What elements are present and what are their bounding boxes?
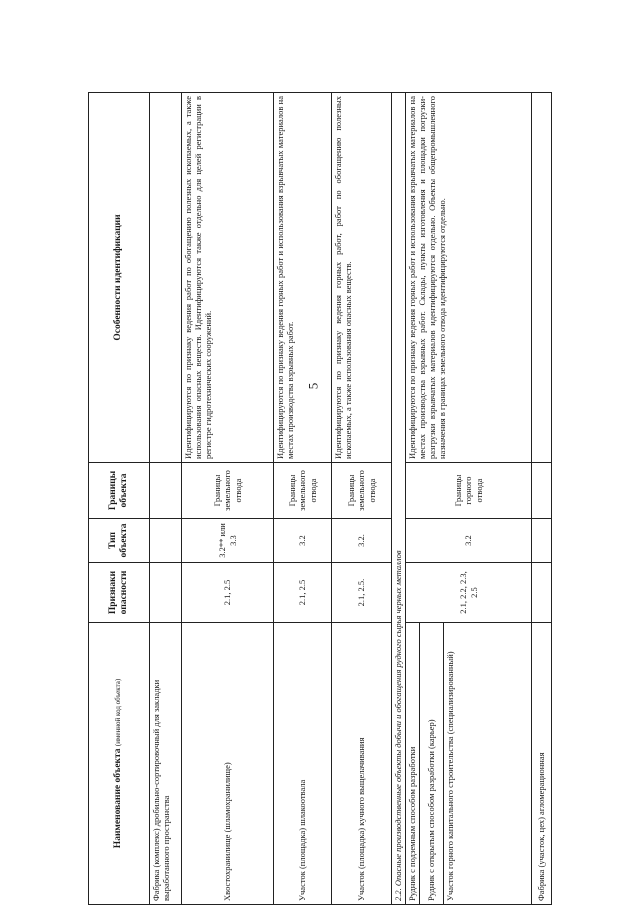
- cell-hazard: [532, 563, 552, 623]
- cell-bounds: [532, 463, 552, 519]
- cell-bounds: Границы земельного отвода: [182, 463, 274, 519]
- cell-type: 3.2** или 3.3: [182, 519, 274, 563]
- header-type: Тип объекта: [89, 519, 150, 563]
- section-title: 2.2. Опасные производственные объекты добычи и обогащения рудного сырья черных металлов: [392, 93, 406, 905]
- cell-bounds: Границы горного отвода: [406, 463, 532, 519]
- cell-name: Рудник с подземным способом разработки: [406, 623, 420, 905]
- identification-table: [88, 92, 552, 905]
- cell-bounds: [150, 463, 182, 519]
- header-hazard: Признаки опасности: [89, 563, 150, 623]
- cell-features: Идентифицируются по признаку ведения работ по обогащению полезных ископаемых, а также использования опасных веществ. Идентифицируются также отдельно для целей регистрации в регистре гидротехнических сооружений.: [182, 93, 274, 463]
- header-features: Особенности идентификации: [89, 93, 150, 463]
- table-row: [332, 93, 392, 905]
- cell-features: Идентифицируются по признаку ведения горных работ и использования взрывчатых материалов на местах производства взрывных работ.: [274, 93, 332, 463]
- cell-hazard: 2.1, 2.5.: [332, 563, 392, 623]
- table-row: [150, 93, 182, 905]
- cell-name: Фабрика (участок, цех) агломерационная: [532, 623, 552, 905]
- page-number: 5: [305, 382, 321, 390]
- cell-bounds: Границы земельного отвода: [332, 463, 392, 519]
- cell-type: 3.2.: [332, 519, 392, 563]
- cell-hazard: 2.1, 2.5: [274, 563, 332, 623]
- cell-type: 3.2: [274, 519, 332, 563]
- cell-name: Хвостохранилище (шламохранилище): [182, 623, 274, 905]
- cell-features: [150, 93, 182, 463]
- table-row: [182, 93, 274, 905]
- cell-name: Фабрика (комплекс) дробильно-сортировочный для закладки выработанного пространства: [150, 623, 182, 905]
- cell-name: Участок горного капитального строительства (специализированный): [444, 623, 532, 905]
- cell-hazard: 2.1, 2.2, 2.3, 2.5: [406, 563, 532, 623]
- table-row: [274, 93, 332, 905]
- identification-table-wrapper: [88, 93, 548, 905]
- header-bounds: Границы объекта: [89, 463, 150, 519]
- section-row: [392, 93, 406, 905]
- cell-bounds: Границы земельного отвода: [274, 463, 332, 519]
- header-name: Наименование объекта (именной код объекта): [89, 623, 150, 905]
- cell-type: 3.2: [406, 519, 532, 563]
- cell-name: Участок (площадка) кучного выщелачивания: [332, 623, 392, 905]
- cell-features: Идентифицируются по признаку ведения горных работ и использования взрывчатых материалов на местах производства взрывных работ. Склады, пункты изготовления и площадки погрузки-разгрузки взрывчатых материалов идентифицируются отдельно. Объекты общепромышленного назначения в границах земельного отвода идентифицируются отдельно.: [406, 93, 532, 463]
- cell-features: Идентифицируются по признаку ведения горных работ, работ по обогащению полезных ископаемых, а также использования опасных веществ.: [332, 93, 392, 463]
- cell-name: Участок (площадка) шлакоотвала: [274, 623, 332, 905]
- cell-name: Рудник с открытым способом разработки (карьер): [420, 623, 444, 905]
- table-row: [406, 93, 420, 905]
- cell-type: [150, 519, 182, 563]
- header-name-note: (именной код объекта): [114, 678, 123, 747]
- table-header-row: [89, 93, 150, 905]
- table-row: [532, 93, 552, 905]
- cell-hazard: [150, 563, 182, 623]
- cell-features: [532, 93, 552, 463]
- cell-type: [532, 519, 552, 563]
- cell-hazard: 2.1, 2.5: [182, 563, 274, 623]
